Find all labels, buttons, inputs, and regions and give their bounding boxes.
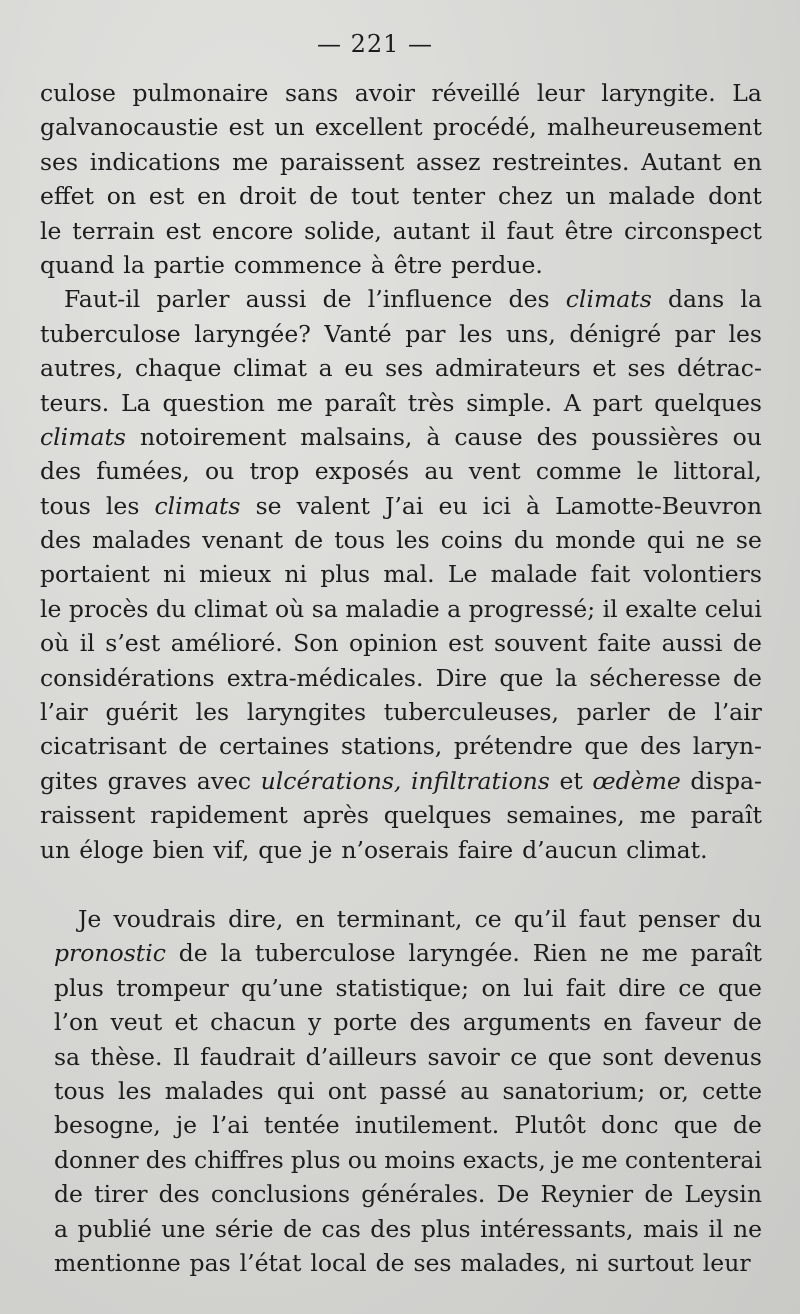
text-line: teurs. La question me paraît très simple. A part quelques (40, 388, 762, 417)
paragraph-2 (40, 282, 762, 867)
text-line: culose pulmonaire sans avoir réveillé leur laryngite. La (40, 79, 762, 107)
text-line: climats notoirement malsains, à cause des poussières ou (40, 422, 762, 451)
page-number: — 221 — (316, 30, 434, 58)
text-line: cicatrisant de certaines stations, prétendre que des laryn- (40, 732, 762, 761)
text-line: l’air guérit les laryngites tuberculeuses, parler de l’air (40, 698, 762, 727)
text-line: sa thèse. Il faudrait d’ailleurs savoir ce que sont devenus (54, 1042, 762, 1071)
text-line: tous les climats se valent J’ai eu ici à Lamotte-Beuvron (40, 491, 762, 520)
text-line: considérations extra-médicales. Dire que la sécheresse de (40, 663, 762, 692)
text-line: de tirer des conclusions générales. De Reynier de Leysin (54, 1180, 762, 1209)
paragraph-1 (40, 76, 762, 282)
text-line: des fumées, ou trop exposés au vent comme le littoral, (40, 457, 762, 486)
text-line: le procès du climat où sa maladie a progressé; il exalte celui (40, 594, 762, 623)
text-line: galvanocaustie est un excellent procédé, malheureusement (40, 113, 762, 142)
text-line: un éloge bien vif, que je n’oserais faire d’aucun climat. (40, 835, 708, 864)
text-line: pronostic de la tuberculose laryngée. Rien ne me paraît (54, 939, 762, 968)
text-line: autres, chaque climat a eu ses admirateurs et ses détrac- (40, 354, 762, 383)
paragraph-3 (54, 902, 762, 1280)
text-line: quand la partie commence à être perdue. (40, 250, 543, 279)
text-line: mentionne pas l’état local de ses malades, ni surtout leur (54, 1248, 751, 1277)
text-line: tous les malades qui ont passé au sanatorium; or, cette (54, 1076, 762, 1105)
text-line: effet on est en droit de tout tenter chez un malade dont (40, 182, 762, 211)
text-line: l’on veut et chacun y porte des arguments en faveur de (54, 1008, 762, 1037)
text-line: ses indications me paraissent assez restreintes. Autant en (40, 147, 762, 176)
text-line: tuberculose laryngée? Vanté par les uns, dénigré par les (40, 319, 762, 348)
text-line: le terrain est encore solide, autant il faut être circonspect (40, 216, 762, 245)
text-column-lower (54, 902, 762, 1280)
text-line: donner des chiffres plus ou moins exacts, je me contenterai (54, 1145, 762, 1174)
text-line: raissent rapidement après quelques semaines, me paraît (40, 801, 762, 830)
text-line: plus trompeur qu’une statistique; on lui fait dire ce que (54, 973, 762, 1002)
text-line: portaient ni mieux ni plus mal. Le malade fait volontiers (40, 560, 762, 589)
text-line: gites graves avec ulcérations, infiltrations et œdème dispa- (40, 766, 762, 795)
text-line: Je voudrais dire, en terminant, ce qu’il faut penser du (78, 905, 762, 933)
text-line: besogne, je l’ai tentée inutilement. Plutôt donc que de (54, 1111, 762, 1140)
text-line: a publié une série de cas des plus intéressants, mais il ne (54, 1214, 762, 1243)
text-line: des malades venant de tous les coins du monde qui ne se (40, 526, 762, 555)
text-line: où il s’est amélioré. Son opinion est souvent faite aussi de (40, 629, 762, 658)
text-column-upper (40, 76, 762, 867)
text-line: Faut-il parler aussi de l’influence des climats dans la (64, 285, 762, 314)
